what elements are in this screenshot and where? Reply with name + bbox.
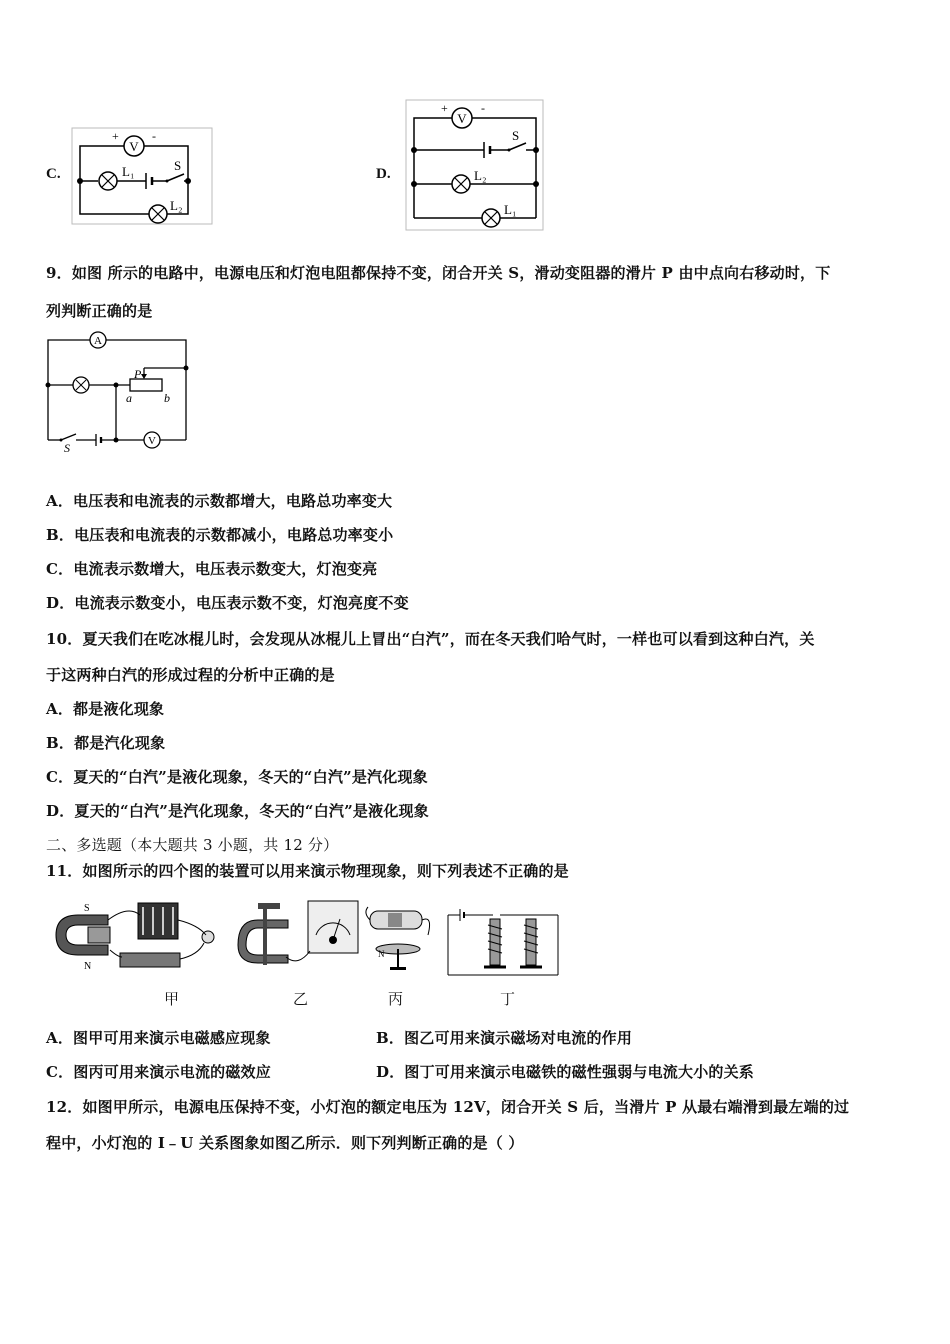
q10-option-b[interactable]: B．都是汽化现象 bbox=[46, 734, 166, 752]
q10-stem-line1: 10．夏天我们在吃冰棍儿时，会发现从冰棍儿上冒出“白汽”，而在冬天我们哈气时，一样也可以看到这种白汽，关 bbox=[46, 630, 815, 648]
end-b-label: b bbox=[164, 391, 170, 405]
switch-icon bbox=[509, 143, 526, 150]
svg-text:N: N bbox=[84, 961, 92, 972]
q9-option-d[interactable]: D．电流表示数变小，电压表示数不变，灯泡亮度不变 bbox=[46, 594, 409, 612]
caption-yi: 乙 bbox=[293, 990, 309, 1008]
q11-option-b[interactable]: B．图乙可用来演示磁场对电流的作用 bbox=[376, 1029, 633, 1047]
q11-option-c[interactable]: C．图丙可用来演示电流的磁效应 bbox=[46, 1063, 271, 1081]
q12-stem-line2: 程中，小灯泡的 I﹣U 关系图象如图乙所示．则下列判断正确的是（ ） bbox=[46, 1134, 524, 1152]
end-a-label: a bbox=[126, 391, 132, 405]
minus-sign: - bbox=[481, 101, 485, 115]
switch-icon bbox=[167, 174, 184, 181]
q9-stem-line2: 列判断正确的是 bbox=[46, 302, 153, 320]
q9-stem-line1: 9．如图 所示的电路中，电源电压和灯泡电阻都保持不变，闭合开关 S，滑动变阻器的滑片 P 由中点向右移动时，下 bbox=[46, 264, 831, 282]
lamp-l1-label: L₁ bbox=[504, 202, 517, 217]
q9-option-b[interactable]: B．电压表和电流表的示数都减小，电路总功率变小 bbox=[46, 526, 394, 544]
q12-stem-line1: 12．如图甲所示，电源电压保持不变，小灯泡的额定电压为 12V，闭合开关 S 后，当滑片 P 从最右端滑到最左端的过 bbox=[46, 1098, 850, 1116]
q10-option-a[interactable]: A．都是液化现象 bbox=[46, 700, 165, 718]
q9-option-a[interactable]: A．电压表和电流表的示数都增大，电路总功率变大 bbox=[46, 492, 393, 510]
section-heading: 二、多选题（本大题共 3 小题，共 12 分） bbox=[46, 836, 339, 854]
q10-option-d[interactable]: D．夏天的“白汽”是汽化现象，冬天的“白汽”是液化现象 bbox=[46, 802, 429, 820]
q11-option-a[interactable]: A．图甲可用来演示电磁感应现象 bbox=[46, 1029, 271, 1047]
lamp-l2-label: L₂ bbox=[474, 168, 487, 183]
caption-bing: 丙 bbox=[388, 990, 404, 1008]
apparatus-jia bbox=[56, 903, 214, 972]
minus-sign: - bbox=[152, 129, 156, 143]
voltmeter-label: V bbox=[148, 435, 156, 447]
slider-arrow-icon bbox=[141, 374, 147, 379]
voltmeter-label: V bbox=[457, 111, 467, 126]
apparatus-bing bbox=[366, 907, 430, 970]
q11-option-d[interactable]: D．图丁可用来演示电磁铁的磁性强弱与电流大小的关系 bbox=[376, 1063, 755, 1081]
lamp-l1-label: L₁ bbox=[122, 164, 135, 179]
q11-apparatus-figures bbox=[48, 895, 573, 990]
plus-sign: + bbox=[112, 129, 119, 143]
switch-icon bbox=[61, 434, 76, 440]
q11-stem-line1: 11．如图所示的四个图的装置可以用来演示物理现象，则下列表述不正确的是 bbox=[46, 862, 569, 880]
q9-option-c[interactable]: C．电流表示数增大，电压表示数变大，灯泡变亮 bbox=[46, 560, 378, 578]
lamp-l2-label: L₂ bbox=[170, 198, 183, 213]
slider-p-label: P bbox=[134, 367, 142, 381]
svg-text:N: N bbox=[378, 949, 385, 959]
q10-stem-line2: 于这两种白汽的形成过程的分析中正确的是 bbox=[46, 666, 335, 684]
coil-icon bbox=[88, 927, 110, 943]
plus-sign: + bbox=[441, 101, 448, 115]
circuit-d-diagram bbox=[404, 98, 546, 232]
apparatus-yi bbox=[238, 901, 358, 965]
caption-jia: 甲 bbox=[164, 990, 180, 1008]
switch-label: S bbox=[512, 128, 520, 143]
switch-label: S bbox=[174, 158, 182, 173]
circuit-c-diagram bbox=[70, 126, 215, 226]
q10-option-c[interactable]: C．夏天的“白汽”是液化现象，冬天的“白汽”是汽化现象 bbox=[46, 768, 428, 786]
voltmeter-label: V bbox=[129, 139, 139, 154]
option-c-label: C. bbox=[46, 166, 61, 182]
galvanometer-icon bbox=[308, 901, 358, 953]
svg-text:S: S bbox=[84, 903, 90, 914]
option-d-label: D. bbox=[376, 166, 391, 182]
q9-circuit-diagram bbox=[40, 330, 195, 455]
caption-ding: 丁 bbox=[500, 990, 516, 1008]
ammeter-label: A bbox=[94, 335, 102, 347]
switch-label: S bbox=[64, 441, 70, 455]
rheostat-icon bbox=[120, 953, 180, 967]
apparatus-ding bbox=[448, 909, 558, 975]
